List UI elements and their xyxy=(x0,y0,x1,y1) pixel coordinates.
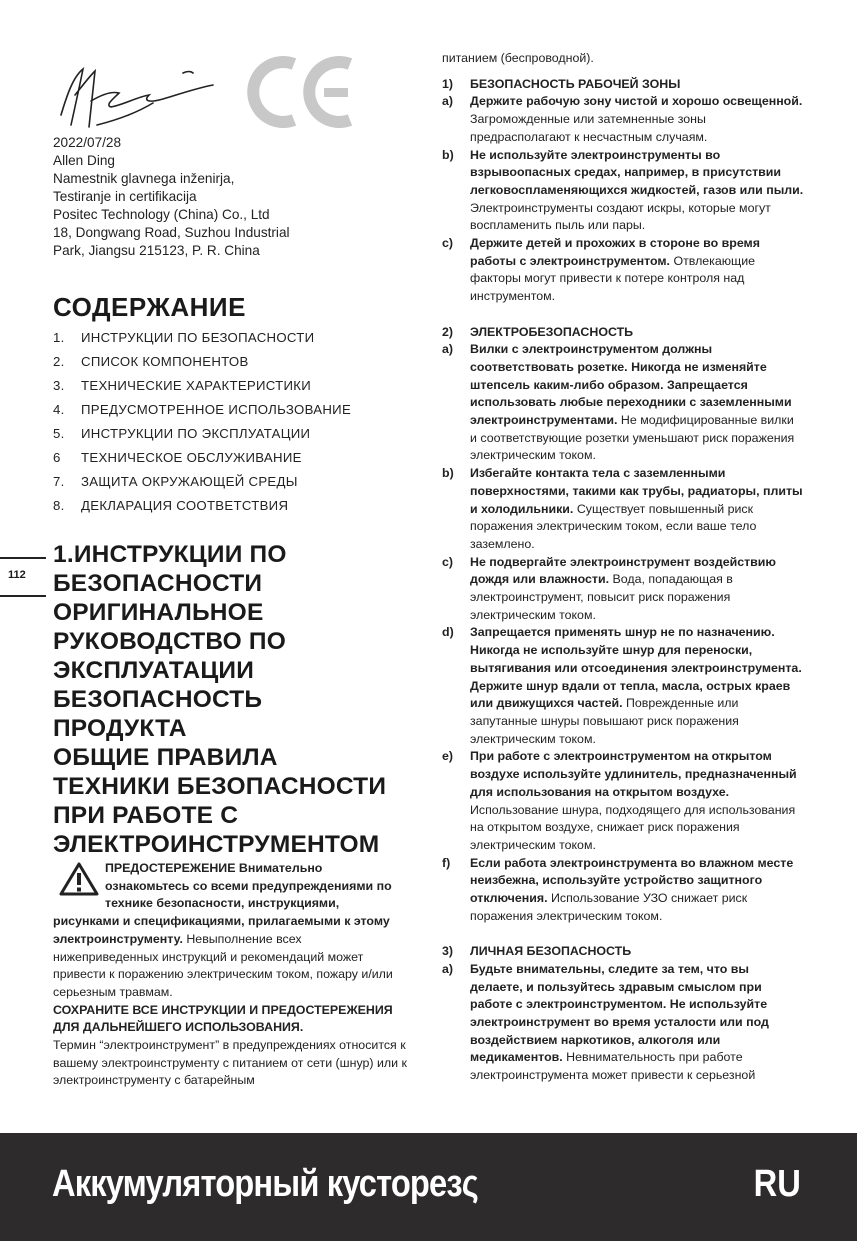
section-title xyxy=(442,76,804,94)
item-bold: Будьте внимательны, следите за тем, что вы делаете, и пользуйтесь здравым смыслом при работе с электроинструментом. Не используйте электроинструмент во время усталости или под воздействием наркотиков, алкоголя или медикаментов. xyxy=(470,961,769,1065)
toc-item-number: 7. xyxy=(53,474,65,489)
toc-item[interactable] xyxy=(53,400,413,424)
heading-line: БЕЗОПАСНОСТЬ xyxy=(53,686,263,713)
item-bold: Держите рабочую зону чистой и хорошо освещенной. xyxy=(470,94,803,109)
list-item xyxy=(442,855,804,926)
signer-address-2: Park, Jiangsu 215123, P. R. China xyxy=(53,243,260,258)
section-title xyxy=(442,324,804,342)
footer-language-code: RU xyxy=(753,1163,801,1205)
list-item xyxy=(442,147,804,236)
section-heading xyxy=(53,540,423,859)
list-item xyxy=(442,961,804,1085)
signer-name: Allen Ding xyxy=(53,153,115,168)
toc-item-number: 1. xyxy=(53,330,65,345)
section-number: 1) xyxy=(442,76,454,91)
toc-item-number: 3. xyxy=(53,378,65,393)
signer-company: Positec Technology (China) Co., Ltd xyxy=(53,207,270,222)
page-number: 112 xyxy=(8,569,26,581)
term-definition: Термин “электроинструмент” в предупреждениях относится к вашему электроинструменту с питанием от сети (шнур) или к электроинструменту с батарейным xyxy=(53,1038,407,1088)
heading-line: ЭКСПЛУАТАЦИИ xyxy=(53,657,255,684)
item-letter: a) xyxy=(442,961,454,976)
signer-date: 2022/07/28 xyxy=(53,135,122,150)
toc-item-label: ИНСТРУКЦИИ ПО ЭКСПЛУАТАЦИИ xyxy=(81,426,311,441)
item-text: Поврежденные или запутанные шнуры повышают риск поражения электрическим током. xyxy=(470,696,739,746)
section-label: БЕЗОПАСНОСТЬ РАБОЧЕЙ ЗОНЫ xyxy=(470,76,681,91)
heading-line: ПРОДУКТА xyxy=(53,715,187,742)
list-item xyxy=(442,235,804,306)
item-bold: Если работа электроинструмента во влажном месте неизбежна, используйте устройство защитного отключения. xyxy=(470,855,794,906)
toc-item-label: ПРЕДУСМОТРЕННОЕ ИСПОЛЬЗОВАНИЕ xyxy=(81,402,352,417)
item-letter: e) xyxy=(442,749,454,764)
item-text: Использование УЗО снижает риск поражения электрическим током. xyxy=(470,891,748,923)
section-title xyxy=(442,943,804,961)
item-letter: a) xyxy=(442,94,454,109)
toc-item[interactable] xyxy=(53,352,413,376)
continued-text: питанием (беспроводной). xyxy=(442,51,594,65)
item-bold: Не используйте электроинструменты во взрывоопасных средах, например, в присутствии легковоспламеняющихся жидкостей, газов или пыли. xyxy=(470,147,804,197)
section-number: 3) xyxy=(442,944,454,959)
item-bold: Избегайте контакта тела с заземленными поверхностями, такими как трубы, радиаторы, плиты и холодильники. xyxy=(470,466,803,516)
save-instructions-notice: СОХРАНИТЕ ВСЕ ИНСТРУКЦИИ И ПРЕДОСТЕРЕЖЕНИЯ ДЛЯ ДАЛЬНЕЙШЕГО ИСПОЛЬЗОВАНИЯ. xyxy=(53,1002,393,1035)
signer-info xyxy=(53,134,383,260)
right-column xyxy=(442,50,804,1085)
item-letter: f) xyxy=(442,855,451,870)
toc-item-label: ИНСТРУКЦИИ ПО БЕЗОПАСНОСТИ xyxy=(81,330,315,345)
heading-line: 1.ИНСТРУКЦИИ ПО xyxy=(53,541,287,568)
toc-item[interactable] xyxy=(53,448,413,472)
section-label: ЛИЧНАЯ БЕЗОПАСНОСТЬ xyxy=(470,944,632,959)
item-letter: b) xyxy=(442,466,454,481)
item-letter: c) xyxy=(442,554,454,569)
signer-title-1: Namestnik glavnega inženirja, xyxy=(53,171,235,186)
toc-item[interactable] xyxy=(53,328,413,352)
list-item xyxy=(442,341,804,465)
toc-item[interactable] xyxy=(53,472,413,496)
toc-item-label: ТЕХНИЧЕСКИЕ ХАРАКТЕРИСТИКИ xyxy=(81,378,312,393)
signature-graphic xyxy=(53,55,228,135)
toc-item[interactable] xyxy=(53,376,413,400)
heading-line: БЕЗОПАСНОСТИ xyxy=(53,570,263,597)
item-text: Загроможденные или затемненные зоны предрасполагают к несчастным случаям. xyxy=(470,112,708,144)
toc-title: СОДЕРЖАНИЕ xyxy=(53,292,246,322)
ce-mark-icon xyxy=(246,56,358,128)
list-item xyxy=(442,748,804,854)
heading-line: ЭЛЕКТРОИНСТРУМЕНТОМ xyxy=(53,831,380,858)
toc-item-number: 6 xyxy=(53,450,61,465)
heading-line: ОБЩИЕ ПРАВИЛА xyxy=(53,744,278,771)
item-letter: a) xyxy=(442,342,454,357)
heading-line: РУКОВОДСТВО ПО xyxy=(53,628,287,655)
divider xyxy=(0,595,46,597)
list-item xyxy=(442,624,804,748)
toc-item-number: 8. xyxy=(53,498,65,513)
section-number: 2) xyxy=(442,324,454,339)
item-bold: Вилки с электроинструментом должны соответствовать розетке. Никогда не изменяйте штепсель каким-либо образом. Запрещается использовать любые переходники с заземленными электроинструментами. xyxy=(470,342,792,428)
toc-item-label: ТЕХНИЧЕСКОЕ ОБСЛУЖИВАНИЕ xyxy=(81,450,302,465)
warning-block xyxy=(53,860,408,1090)
item-text: Вода, попадающая в электроинструмент, повысит риск поражения электрическим током. xyxy=(470,572,733,622)
list-item xyxy=(442,554,804,625)
item-text: Электроинструменты создают искры, которые могут воспламенить пыль или пары. xyxy=(470,200,771,233)
toc-item[interactable] xyxy=(53,424,413,448)
warning-text: Невыполнение всех нижеприведенных инструкций и рекомендаций может привести к поражению электрическим током, пожару и/или серьезным травмам. xyxy=(53,931,393,999)
page-number-tab xyxy=(0,541,46,597)
heading-line: ТЕХНИКИ БЕЗОПАСНОСТИ xyxy=(53,773,387,800)
item-bold: При работе с электроинструментом на открытом воздухе используйте удлинитель, предназначенный для использования на открытом воздухе. xyxy=(470,749,797,799)
item-bold: Не подвергайте электроинструмент воздействию дождя или влажности. xyxy=(470,554,776,587)
item-text: Существует повышенный риск поражения электрическим током, если ваше тело заземлено. xyxy=(470,501,757,551)
heading-line: ПРИ РАБОТЕ С xyxy=(53,802,239,829)
item-text: Использование шнура, подходящего для использования на открытом воздухе, снижает риск поражения электрическим током. xyxy=(470,802,796,852)
toc-item-number: 4. xyxy=(53,402,65,417)
toc-item-number: 5. xyxy=(53,426,65,441)
item-letter: c) xyxy=(442,236,454,251)
item-letter: b) xyxy=(442,147,454,162)
warning-bold-text: ПРЕДОСТЕРЕЖЕНИЕ Внимательно ознакомьтесь со всеми предупреждениями по технике безопасности, инструкциями, рисунками и спецификациями, прилагаемыми к этому электроинструменту. xyxy=(53,861,392,946)
toc-item-label: ЗАЩИТА ОКРУЖАЮЩЕЙ СРЕДЫ xyxy=(81,474,298,489)
item-bold: Запрещается применять шнур не по назначению. Никогда не используйте шнур для переноски, вытягивания или отсоединения электроинструмента. Держите шнур вдали от тепла, масла, острых краев или движущихся частей. xyxy=(470,625,802,711)
footer-bar xyxy=(0,1133,857,1241)
item-text: Невнимательность при работе электроинструмента может привести к серьезной xyxy=(470,1050,756,1083)
item-text: Не модифицированные вилки и соответствующие розетки уменьшают риск поражения электрическим током. xyxy=(470,413,795,463)
list-item xyxy=(442,93,804,146)
signer-address-1: 18, Dongwang Road, Suzhou Industrial xyxy=(53,225,290,240)
toc-item-label: СПИСОК КОМПОНЕНТОВ xyxy=(81,354,249,369)
item-letter: d) xyxy=(442,625,454,640)
divider xyxy=(0,557,46,559)
heading-line: ОРИГИНАЛЬНОЕ xyxy=(53,599,264,626)
signer-title-2: Testiranje in certifikacija xyxy=(53,189,197,204)
toc-list xyxy=(53,328,413,520)
toc-item-number: 2. xyxy=(53,354,65,369)
footer-product-title: Аккумуляторный кусторезς xyxy=(52,1163,478,1205)
section-label: ЭЛЕКТРОБЕЗОПАСНОСТЬ xyxy=(470,324,634,339)
item-text: Отвлекающие факторы могут привести к потере контроля над инструментом. xyxy=(470,253,756,304)
warning-triangle-icon xyxy=(59,862,99,896)
list-item xyxy=(442,465,804,554)
toc-item[interactable] xyxy=(53,496,413,520)
toc-item-label: ДЕКЛАРАЦИЯ СООТВЕТСТВИЯ xyxy=(81,498,289,513)
item-bold: Держите детей и прохожих в стороне во время работы с электроинструментом. xyxy=(470,236,760,268)
